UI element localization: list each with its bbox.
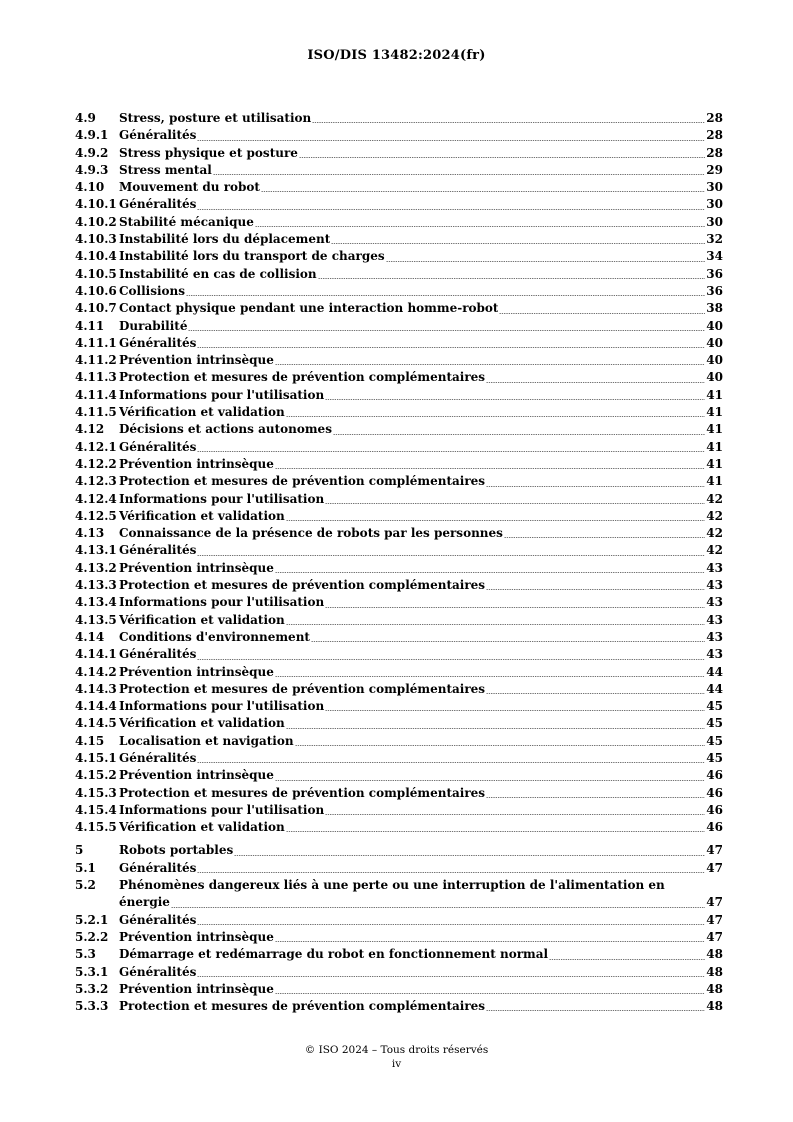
toc-section-title: Durabilité [119,318,188,333]
toc-section-number: 5 [75,843,84,858]
toc-page-number: 41 [706,387,723,402]
toc-section-title: Informations pour l'utilisation [119,802,325,817]
toc-entry[interactable] [75,421,723,438]
toc-entry[interactable] [75,214,723,231]
toc-section-number: 4.10 [75,180,105,195]
toc-section-number: 4.14.5 [75,716,117,731]
dot-leader [197,762,705,763]
toc-page-number: 48 [706,964,723,979]
toc-entry[interactable] [75,387,723,404]
dot-leader [197,555,705,556]
copyright-notice: © ISO 2024 – Tous droits réservés [304,1044,489,1056]
toc-section-number: 4.15.4 [75,802,117,817]
toc-entry[interactable] [75,964,723,981]
toc-entry[interactable] [75,542,723,559]
toc-section-title: Prévention intrinsèque [119,353,274,368]
dot-leader [325,503,705,504]
toc-entry[interactable] [75,877,723,894]
toc-entry[interactable] [75,248,723,265]
toc-section-title: Prévention intrinsèque [119,929,274,944]
toc-entry[interactable] [75,785,723,802]
toc-section-number: 4.15.1 [75,750,117,765]
toc-section-title: Protection et mesures de prévention complémentaires [119,474,486,489]
toc-section-title: Stress, posture et utilisation [119,111,312,125]
toc-page-number: 47 [706,895,723,910]
toc-entry[interactable] [75,912,723,929]
dot-leader [197,451,705,452]
toc-section-number: 5.3.1 [75,964,109,979]
toc-entry[interactable] [75,318,723,335]
toc-entry[interactable] [75,352,723,369]
toc-page-number: 44 [706,664,723,679]
dot-leader [286,416,706,417]
toc-section-title: Protection et mesures de prévention complémentaires [119,999,486,1014]
toc-section-title: Stress physique et posture [119,145,298,160]
toc-page-number: 43 [706,647,723,662]
toc-section-number: 4.11.2 [75,353,117,368]
toc-section-number: 4.14.3 [75,681,117,696]
dot-leader [299,157,705,158]
toc-entry[interactable] [75,127,723,144]
toc-page-number: 28 [706,111,723,125]
toc-page-number: 48 [706,947,723,962]
toc-page-number: 42 [706,526,723,541]
toc-page-number: 48 [706,999,723,1014]
toc-page-number: 28 [706,145,723,160]
toc-entry[interactable] [75,335,723,352]
toc-section-title: Instabilité lors du transport de charges [119,249,385,264]
toc-section-number: 4.12.3 [75,474,117,489]
toc-section-title: Prévention intrinsèque [119,456,274,471]
toc-entry[interactable] [75,802,723,819]
toc-section-number: 4.10.5 [75,266,117,281]
toc-page-number: 43 [706,612,723,627]
dot-leader [549,959,705,960]
toc-page-number: 42 [706,508,723,523]
toc-page-number: 41 [706,474,723,489]
toc-page-number: 36 [706,283,723,298]
dot-leader [275,941,705,942]
dot-leader [325,607,705,608]
toc-section-title: Généralités [119,750,197,765]
toc-entry[interactable] [75,842,723,859]
toc-page-number: 47 [706,860,723,875]
toc-page-number: 42 [706,543,723,558]
toc-section-title: Prévention intrinsèque [119,981,274,996]
toc-section-title: Protection et mesures de prévention complémentaires [119,785,486,800]
toc-entry[interactable] [75,404,723,421]
toc-section-title: Vérification et validation [119,508,285,523]
toc-section-number: 4.10.4 [75,249,117,264]
toc-page-number: 32 [706,232,723,247]
toc-section-title: Vérification et validation [119,612,285,627]
toc-section-number: 4.9.2 [75,145,109,160]
toc-section-title: Robots portables [119,843,234,858]
table-of-contents [75,110,723,1015]
toc-entry[interactable] [75,594,723,611]
dot-leader [171,907,705,908]
toc-section-number: 4.12.1 [75,439,117,454]
toc-section-number: 4.10.1 [75,197,117,212]
toc-entry[interactable] [75,733,723,750]
toc-entry[interactable] [75,300,723,317]
toc-section-number: 4.13.3 [75,578,117,593]
dot-leader [333,434,705,435]
toc-section-title: Vérification et validation [119,820,285,835]
toc-section-title: Prévention intrinsèque [119,560,274,575]
toc-section-number: 4.9.3 [75,162,109,177]
toc-section-title: Localisation et navigation [119,733,294,748]
toc-section-title: Vérification et validation [119,405,285,420]
toc-section-title: Généralités [119,647,197,662]
toc-page-number: 45 [706,733,723,748]
toc-entry[interactable] [75,998,723,1015]
toc-section-title: Décisions et actions autonomes [119,422,332,437]
toc-section-title: Démarrage et redémarrage du robot en fonctionnement normal [119,947,549,962]
toc-section-title: Généralités [119,197,197,212]
toc-section-number: 4.13.5 [75,612,117,627]
toc-page-number: 28 [706,128,723,143]
dot-leader [188,330,705,331]
toc-section-number: 5.1 [75,860,96,875]
toc-entry[interactable] [75,196,723,213]
toc-section-title: Informations pour l'utilisation [119,595,325,610]
toc-entry[interactable] [75,491,723,508]
toc-page-number: 40 [706,353,723,368]
dot-leader [197,347,705,348]
toc-entry[interactable] [75,473,723,490]
toc-section-title: Généralités [119,335,197,350]
dot-leader [197,872,705,873]
toc-entry[interactable] [75,110,723,127]
toc-entry[interactable] [75,646,723,663]
toc-page-number: 40 [706,335,723,350]
toc-entry-continuation[interactable] [75,894,723,911]
toc-section-title: Généralités [119,439,197,454]
dot-leader [255,226,705,227]
toc-entry[interactable] [75,629,723,646]
toc-page-number: 41 [706,456,723,471]
page-number: iv [391,1058,402,1070]
toc-page-number: 38 [706,301,723,316]
document-header [0,48,793,63]
dot-leader [331,243,705,244]
toc-section-title: Phénomènes dangereux liés à une perte ou une interruption de l'alimentation en [119,878,665,893]
dot-leader [286,624,706,625]
toc-page-number: 30 [706,197,723,212]
toc-section-number: 4.13.1 [75,543,117,558]
toc-section-title: Instabilité lors du déplacement [119,232,331,247]
dot-leader [286,728,706,729]
toc-entry[interactable] [75,981,723,998]
toc-section-number: 5.2 [75,878,96,893]
toc-page-number: 46 [706,820,723,835]
dot-leader [318,278,706,279]
toc-page-number: 30 [706,214,723,229]
toc-section-title: Protection et mesures de prévention complémentaires [119,578,486,593]
toc-entry[interactable] [75,456,723,473]
toc-page-number: 45 [706,699,723,714]
toc-page-number: 34 [706,249,723,264]
dot-leader [275,468,705,469]
dot-leader [325,814,705,815]
dot-leader [234,855,705,856]
toc-page-number: 40 [706,318,723,333]
toc-page-number: 41 [706,405,723,420]
toc-section-number: 4.15 [75,733,105,748]
dot-leader [386,261,706,262]
toc-page-number: 46 [706,768,723,783]
toc-section-number: 4.11.4 [75,387,117,402]
dot-leader [486,589,705,590]
toc-entry[interactable] [75,179,723,196]
toc-section-number: 4.10.3 [75,232,117,247]
dot-leader [275,676,705,677]
toc-page-number: 41 [706,422,723,437]
toc-entry[interactable] [75,439,723,456]
dot-leader [312,122,705,123]
toc-page-number: 43 [706,595,723,610]
toc-section-number: 4.11.5 [75,405,117,420]
toc-section-number: 4.14.1 [75,647,117,662]
toc-section-number: 4.11.1 [75,335,117,350]
toc-section-title: Généralités [119,860,197,875]
toc-section-title: Prévention intrinsèque [119,768,274,783]
toc-section-title: Stress mental [119,162,212,177]
toc-entry[interactable] [75,929,723,946]
toc-section-number: 4.12.4 [75,491,117,506]
toc-section-title: Instabilité en cas de collision [119,266,317,281]
toc-section-number: 4.15.3 [75,785,117,800]
toc-entry[interactable] [75,231,723,248]
toc-page-number: 41 [706,439,723,454]
toc-page-number: 47 [706,843,723,858]
toc-page-number: 43 [706,578,723,593]
toc-section-number: 5.3.3 [75,999,109,1014]
toc-entry[interactable] [75,767,723,784]
dot-leader [197,140,705,141]
toc-section-title: Collisions [119,283,186,298]
dot-leader [295,745,706,746]
toc-page-number: 44 [706,681,723,696]
toc-page-number: 45 [706,750,723,765]
toc-entry[interactable] [75,577,723,594]
toc-section-number: 4.15.2 [75,768,117,783]
dot-leader [486,486,705,487]
toc-section-title: Stabilité mécanique [119,214,254,229]
toc-section-number: 4.12 [75,422,105,437]
toc-section-number: 5.2.2 [75,929,109,944]
toc-section-title: Vérification et validation [119,716,285,731]
toc-section-number: 4.11 [75,318,105,333]
toc-section-number: 4.13.2 [75,560,117,575]
dot-leader [275,993,705,994]
dot-leader [504,537,705,538]
toc-section-number: 4.9 [75,111,96,125]
toc-section-number: 4.10.7 [75,301,117,316]
toc-page-number: 47 [706,929,723,944]
dot-leader [261,191,705,192]
toc-section-number: 5.2.1 [75,912,109,927]
toc-page-number: 30 [706,180,723,195]
toc-entry[interactable] [75,681,723,698]
toc-page-number: 43 [706,560,723,575]
dot-leader [286,520,706,521]
toc-page-number: 42 [706,491,723,506]
toc-section-title-continued: énergie [119,895,170,910]
toc-section-title: Informations pour l'utilisation [119,491,325,506]
toc-section-title: Généralités [119,128,197,143]
toc-section-title: Informations pour l'utilisation [119,699,325,714]
toc-section-number: 5.3 [75,947,96,962]
toc-entry[interactable] [75,715,723,732]
toc-section-title: Contact physique pendant une interaction homme-robot [119,301,499,316]
toc-section-title: Généralités [119,543,197,558]
toc-section-number: 4.12.2 [75,456,117,471]
toc-entry[interactable] [75,698,723,715]
toc-section-number: 4.13 [75,526,105,541]
toc-entry[interactable] [75,145,723,162]
toc-entry[interactable] [75,750,723,767]
toc-section-title: Protection et mesures de prévention complémentaires [119,370,486,385]
toc-section-title: Prévention intrinsèque [119,664,274,679]
toc-section-title: Généralités [119,912,197,927]
dot-leader [275,364,705,365]
toc-section-title: Protection et mesures de prévention complémentaires [119,681,486,696]
toc-page-number: 43 [706,629,723,644]
toc-section-number: 5.3.2 [75,981,109,996]
toc-entry[interactable] [75,819,723,836]
toc-page-number: 46 [706,785,723,800]
dot-leader [197,209,705,210]
dot-leader [325,710,705,711]
dot-leader [186,295,705,296]
toc-section-number: 4.12.5 [75,508,117,523]
dot-leader [486,693,705,694]
toc-section-number: 4.15.5 [75,820,117,835]
toc-section-number: 4.14 [75,629,105,644]
page-footer [0,1043,793,1071]
dot-leader [197,924,705,925]
toc-entry[interactable] [75,860,723,877]
toc-section-number: 4.9.1 [75,128,109,143]
dot-leader [499,313,705,314]
toc-page-number: 45 [706,716,723,731]
dot-leader [286,831,706,832]
dot-leader [275,780,705,781]
toc-section-number: 4.14.2 [75,664,117,679]
toc-entry[interactable] [75,612,723,629]
dot-leader [325,399,705,400]
toc-page-number: 46 [706,802,723,817]
toc-page-number: 47 [706,912,723,927]
dot-leader [213,174,706,175]
toc-entry[interactable] [75,560,723,577]
toc-entry[interactable] [75,508,723,525]
dot-leader [275,572,705,573]
toc-section-number: 4.13.4 [75,595,117,610]
dot-leader [197,659,705,660]
toc-entry[interactable] [75,369,723,386]
toc-section-number: 4.10.6 [75,283,117,298]
toc-entry[interactable] [75,525,723,542]
toc-entry[interactable] [75,664,723,681]
toc-page-number: 48 [706,981,723,996]
toc-section-title: Généralités [119,964,197,979]
toc-page-number: 40 [706,370,723,385]
dot-leader [486,1010,705,1011]
toc-section-number: 4.14.4 [75,699,117,714]
toc-page-number: 29 [706,162,723,177]
toc-entry[interactable] [75,946,723,963]
dot-leader [311,641,705,642]
toc-entry[interactable] [75,162,723,179]
toc-section-number: 4.10.2 [75,214,117,229]
toc-entry[interactable] [75,283,723,300]
toc-page-number: 36 [706,266,723,281]
dot-leader [486,382,705,383]
toc-section-title: Connaissance de la présence de robots par les personnes [119,526,503,541]
toc-section-title: Conditions d'environnement [119,629,310,644]
dot-leader [486,797,705,798]
dot-leader [197,976,705,977]
toc-section-title: Mouvement du robot [119,180,260,195]
toc-section-title: Informations pour l'utilisation [119,387,325,402]
toc-entry[interactable] [75,266,723,283]
toc-section-number: 4.11.3 [75,370,117,385]
document-id: ISO/DIS 13482:2024(fr) [307,48,486,63]
